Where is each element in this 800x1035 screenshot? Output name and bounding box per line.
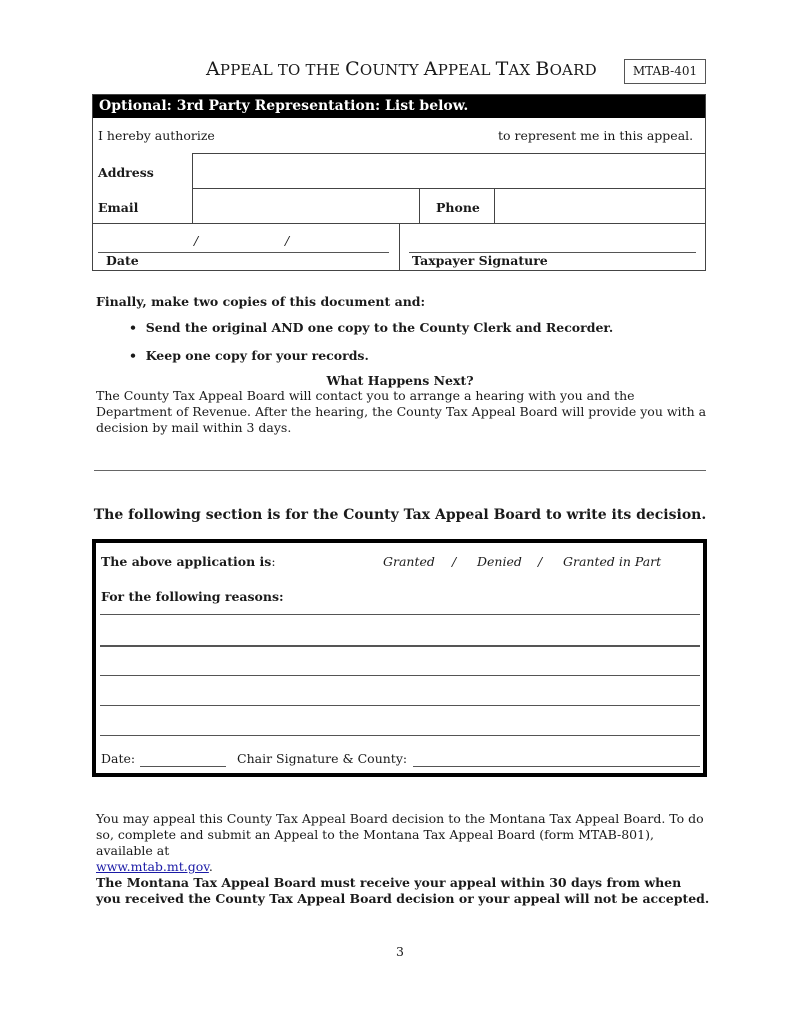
- taxpayer-signature-label: Taxpayer Signature: [412, 253, 548, 268]
- bullet-icon: •: [129, 320, 137, 335]
- phone-field[interactable]: [495, 189, 705, 223]
- divider: [419, 188, 420, 223]
- deadline-notice: The Montana Tax Appeal Board must receive your appeal within 30 days from when you received the County Tax Appeal Board decision or your appeal will not be accepted.: [96, 875, 710, 906]
- date-separator: /: [194, 233, 199, 248]
- chair-signature-underline: [413, 766, 700, 767]
- option-granted[interactable]: Granted: [383, 554, 435, 569]
- decision-date-underline: [140, 766, 226, 767]
- application-status-label: The above application is:: [101, 554, 276, 569]
- option-denied[interactable]: Denied: [477, 554, 522, 569]
- reason-line: [100, 675, 700, 676]
- section-divider: [94, 470, 706, 471]
- address-field[interactable]: [193, 154, 705, 188]
- appeal-info-paragraph: You may appeal this County Tax Appeal Board decision to the Montana Tax Appeal Board. To do so, complete and submit an Appeal to the Montana Tax Appeal Board (form MTAB-801), available at www.mtab.mt.gov.: [96, 811, 704, 874]
- third-party-representation-section: [92, 94, 706, 271]
- decision-date-field[interactable]: [140, 748, 226, 766]
- option-separator: /: [452, 554, 457, 569]
- page-title: APPEAL TO THE COUNTY APPEAL TAX BOARD: [206, 58, 597, 80]
- authorize-label: I hereby authorize: [98, 128, 215, 143]
- chair-signature-field[interactable]: [413, 748, 700, 766]
- what-happens-next-body: The County Tax Appeal Board will contact you to arrange a hearing with you and the Department of Revenue. After the hearing, the County Tax Appeal Board will provide you with a decision by mail within 3 days.: [96, 388, 707, 435]
- authorize-suffix-label: to represent me in this appeal.: [498, 128, 694, 143]
- form-number-badge: MTAB-401: [624, 59, 706, 84]
- authorize-name-field[interactable]: [213, 123, 493, 145]
- what-happens-next-heading: What Happens Next?: [326, 373, 474, 388]
- reasons-field[interactable]: [100, 591, 700, 741]
- option-separator: /: [538, 554, 543, 569]
- instruction-bullet: • Keep one copy for your records.: [129, 348, 369, 363]
- section-heading: Optional: 3rd Party Representation: List below.: [93, 95, 705, 118]
- decision-date-label: Date:: [101, 751, 136, 766]
- reason-line: [100, 614, 700, 615]
- date-underline: [98, 252, 389, 253]
- email-label: Email: [98, 200, 139, 215]
- date-field[interactable]: [98, 229, 388, 251]
- bullet-icon: •: [129, 348, 137, 363]
- address-label: Address: [98, 165, 154, 180]
- divider: [399, 223, 400, 271]
- option-granted-in-part[interactable]: Granted in Part: [563, 554, 662, 569]
- board-decision-section: [92, 539, 707, 777]
- date-label: Date: [106, 253, 139, 268]
- board-section-heading: The following section is for the County Tax Appeal Board to write its decision.: [93, 507, 707, 523]
- reason-line: [100, 735, 700, 736]
- email-field[interactable]: [193, 189, 419, 223]
- instruction-bullet: • Send the original AND one copy to the County Clerk and Recorder.: [129, 320, 614, 335]
- reasons-label: For the following reasons:: [101, 589, 284, 604]
- date-separator: /: [285, 233, 290, 248]
- taxpayer-signature-field[interactable]: [409, 229, 696, 251]
- mtab-website-link[interactable]: www.mtab.mt.gov: [96, 859, 209, 874]
- copies-instruction: Finally, make two copies of this document and:: [96, 294, 426, 309]
- phone-label: Phone: [436, 200, 480, 215]
- reason-line: [100, 645, 700, 647]
- page-number: 3: [396, 944, 404, 959]
- chair-signature-label: Chair Signature & County:: [237, 751, 408, 766]
- reason-line: [100, 705, 700, 706]
